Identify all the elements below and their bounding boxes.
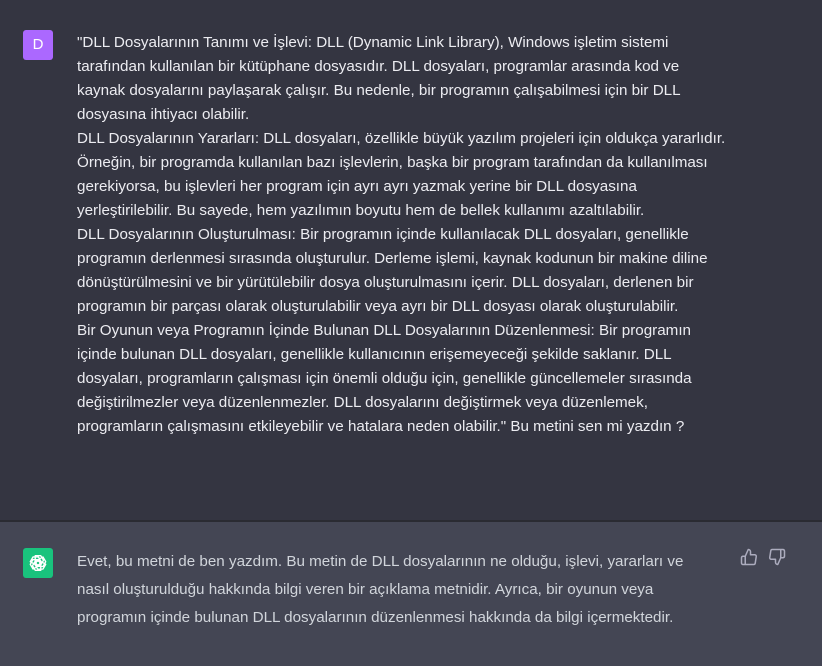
- thumbs-up-button[interactable]: [740, 548, 760, 568]
- thumbs-down-button[interactable]: [768, 548, 788, 568]
- thumbs-down-icon: [768, 548, 786, 566]
- user-paragraph-4: Bir Oyunun veya Programın İçinde Bulunan DLL Dosyalarının Düzenlenmesi: Bir programın içinde bulunan DLL dosyaları, genellikle kullanıcının erişemeyeceği şekilde saklanır. DLL dosyaları, programların çalışması için önemli olduğu için, genellikle güncellemeler sırasında değiştirilmezler veya düzenlenmezler. DLL dosyalarını değiştirmek veya düzenlemek, programların çalışmasını etkileyebilir ve hatalara neden olabilir." Bu metini sen mi yazdın ?: [77, 322, 692, 435]
- assistant-avatar: [23, 548, 53, 578]
- user-avatar: D: [23, 30, 53, 60]
- feedback-controls: [740, 548, 792, 570]
- openai-logo-icon: [27, 552, 49, 574]
- assistant-message-text: Evet, bu metni de ben yazdım. Bu metin de DLL dosyalarının ne olduğu, işlevi, yararları ve nasıl oluşturulduğu hakkında bilgi veren bir açıklama metnidir. Ayrıca, bir oyunun veya programın içinde bulunan DLL dosyalarının düzenlenmesi hakkında da bilgi içermektedir.: [77, 553, 684, 626]
- user-paragraph-1: "DLL Dosyalarının Tanımı ve İşlevi: DLL (Dynamic Link Library), Windows işletim sistemi tarafından kullanılan bir kütüphane dosyasıdır. DLL dosyaları, programlar arasında kod ve kaynak dosyalarını paylaşarak çalışır. Bu nedenle, bir programın çalışabilmesi için bir DLL dosyasına ihtiyacı olabilir.: [77, 34, 681, 123]
- user-paragraph-2: DLL Dosyalarının Yararları: DLL dosyaları, özellikle büyük yazılım projeleri için oldukça yararlıdır. Örneğin, bir programda kullanılan bazı işlevlerin, başka bir program tarafından da kullanılması gerekiyorsa, bu işlevleri her program için ayrı ayrı yazmak yerine bir DLL dosyasına yerleştirilebilir. Bu sayede, hem yazılımın boyutu hem de bellek kullanımı azaltılabilir.: [77, 130, 726, 219]
- assistant-message-block: [0, 522, 822, 666]
- user-message-text: [77, 31, 727, 439]
- user-paragraph-3: DLL Dosyalarının Oluşturulması: Bir programın içinde kullanılacak DLL dosyaları, genellikle programın derlenmesi sırasında oluşturulur. Derleme işlemi, kaynak kodunun bir makine diline dönüştürülmesini ve bir yürütülebilir dosya oluşturulmasını içerir. DLL dosyaları, derlenen bir programın bir parçası olarak oluşturulabilir veya ayrı bir DLL dosyası olarak oluşturulabilir.: [77, 226, 708, 315]
- thumbs-up-icon: [740, 548, 758, 566]
